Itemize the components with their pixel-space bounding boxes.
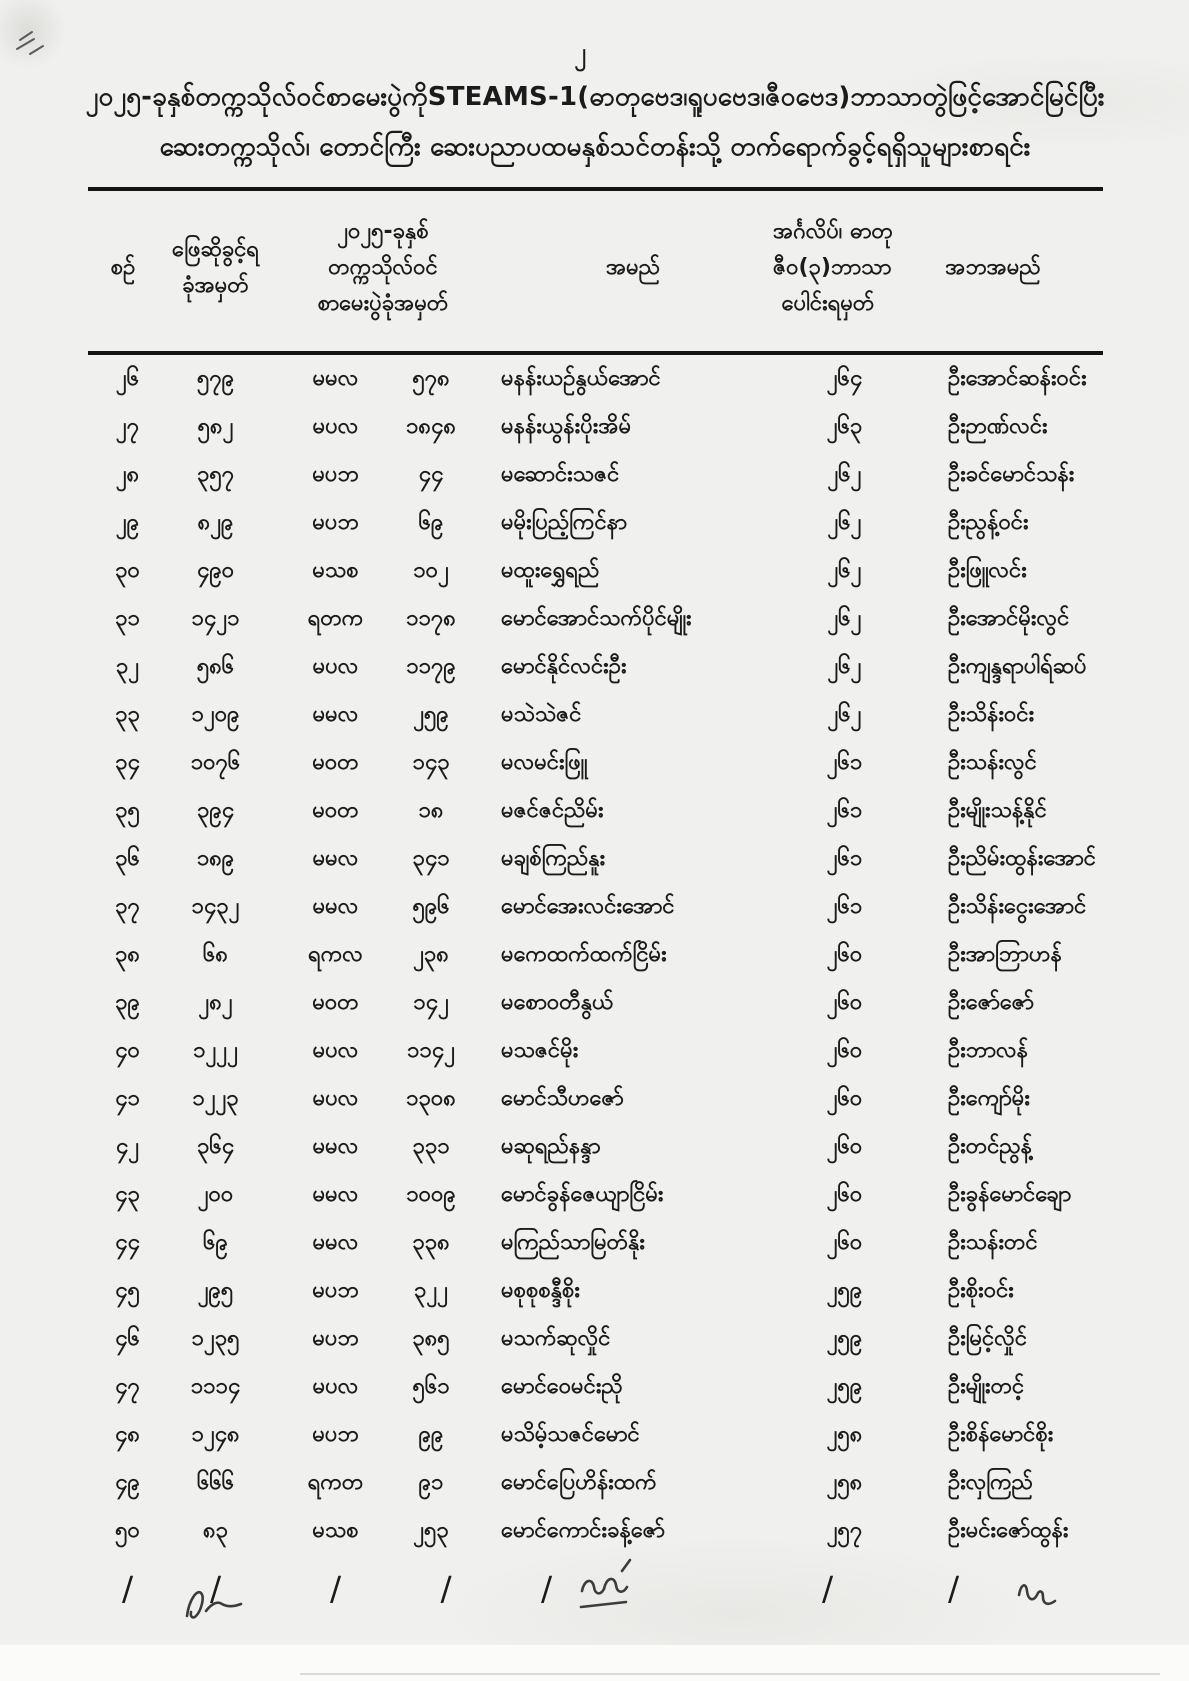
cell-serial: ၃၉ bbox=[115, 989, 140, 1015]
cell-serial: ၄၄ bbox=[115, 1229, 140, 1255]
cell-serial: ၂၉ bbox=[115, 509, 140, 535]
cell-serial: / bbox=[121, 1568, 134, 1608]
cell-marks: ၂၆၀ bbox=[826, 941, 863, 967]
cell-exam_roll: ၁၀၂ bbox=[413, 557, 449, 583]
cell-serial: ၄၇ bbox=[115, 1373, 140, 1399]
cell-code: မမလ bbox=[312, 1133, 359, 1159]
cell-father: ဦးသန်းလွင် bbox=[948, 749, 1037, 775]
table-row bbox=[88, 1315, 1103, 1363]
cell-name: မထူးရွှေရည် bbox=[501, 557, 600, 583]
cell-marks: ၂၆၀ bbox=[826, 1181, 863, 1207]
header-line: ဇီဝ(၃)ဘာသာ bbox=[773, 255, 892, 280]
cell-code: မမလ bbox=[312, 365, 359, 391]
cell-code: မပဘ bbox=[312, 461, 359, 487]
cell-code: မမလ bbox=[312, 1229, 359, 1255]
cell-father: ဦးစိန်မောင်စိုး bbox=[948, 1421, 1054, 1447]
cell-code: မပလ bbox=[312, 413, 359, 439]
cell-serial: ၄၉ bbox=[115, 1469, 140, 1495]
cell-father: ဦးမင်းဇော်ထွန်း bbox=[948, 1517, 1069, 1543]
cell-roll: ၆၈ bbox=[203, 941, 228, 967]
cell-serial: ၃၄ bbox=[115, 749, 140, 775]
header-cell-marks bbox=[773, 189, 893, 353]
cell-serial: ၃၆ bbox=[115, 845, 140, 871]
cell-name: မောင်သီဟဇော် bbox=[501, 1085, 624, 1111]
cell-roll: ၁၂၂၂ bbox=[193, 1037, 238, 1063]
cell-marks: ၂၆၁ bbox=[826, 845, 863, 871]
header-line: တက္ကသိုလ်ဝင် bbox=[328, 255, 438, 280]
cell-father: ဦးခွန်မောင်ချော bbox=[948, 1181, 1072, 1207]
table-row bbox=[88, 1267, 1103, 1315]
cell-exam_roll: ၃၃၁ bbox=[412, 1133, 450, 1159]
table-row bbox=[88, 835, 1103, 883]
cell-exam_roll: ၃၂၂ bbox=[414, 1277, 448, 1303]
cell-serial: ၃၅ bbox=[115, 797, 140, 823]
cell-marks: ၂၆၁ bbox=[826, 797, 863, 823]
table-row bbox=[88, 1459, 1103, 1507]
cell-father: ဦးမြင့်လှိုင် bbox=[948, 1325, 1028, 1351]
cell-roll: ၆၆၆ bbox=[196, 1469, 235, 1495]
cell-name: မောင်အောင်သက်ပိုင်မျိုး bbox=[501, 605, 692, 631]
cell-roll: ၁၈၉ bbox=[196, 845, 235, 871]
cell-code: မမလ bbox=[312, 845, 359, 871]
cell-father: ဦးမျိုးတင့် bbox=[948, 1373, 1025, 1399]
cell-exam_roll: ၂၅၉ bbox=[413, 701, 449, 727]
cell-marks: ၂၅၉ bbox=[826, 1373, 863, 1399]
cell-code: မပဘ bbox=[312, 1325, 359, 1351]
cell-serial: ၄၈ bbox=[115, 1421, 140, 1447]
cell-code: မပလ bbox=[312, 1037, 359, 1063]
cell-marks: ၂၅၇ bbox=[826, 1517, 863, 1543]
cell-exam_roll: ၄၄ bbox=[418, 461, 444, 487]
table-row bbox=[88, 691, 1103, 739]
cell-serial: ၃၁ bbox=[115, 605, 140, 631]
cell-father: ဦးဘာလန် bbox=[948, 1037, 1029, 1063]
cell-code: မဝတ bbox=[312, 989, 359, 1015]
cell-father: ဦးညွန့်ဝင်း bbox=[948, 509, 1029, 535]
header-cell-serial bbox=[88, 189, 158, 353]
cell-marks: ၂၅၉ bbox=[826, 1325, 863, 1351]
cell-exam_roll: ၂၅၃ bbox=[413, 1517, 449, 1543]
cell-name: မဆောင်းသဇင် bbox=[501, 461, 620, 487]
cell-father: ဦးစိုးဝင်း bbox=[948, 1277, 1014, 1303]
cell-exam_roll: ၁၁၇၉ bbox=[406, 653, 456, 679]
cell-roll: ၈၂၉ bbox=[197, 509, 234, 535]
cell-marks: ၂၆၂ bbox=[827, 605, 862, 631]
bottom-scan-strip bbox=[0, 1645, 1189, 1681]
header-line: စာမေးပွဲခုံအမှတ် bbox=[317, 291, 449, 316]
cell-serial: ၅၀ bbox=[115, 1517, 140, 1543]
header-line: စဉ် bbox=[110, 255, 136, 280]
cell-exam_roll: ၁၄၂ bbox=[413, 989, 449, 1015]
cell-marks: ၂၆၂ bbox=[827, 461, 862, 487]
table-row bbox=[88, 1411, 1103, 1459]
table-row bbox=[88, 595, 1103, 643]
cell-name: မနန်းယဉ်နွယ်အောင် bbox=[501, 365, 661, 391]
cell-name: မသက်ဆုလှိုင် bbox=[501, 1325, 611, 1351]
table-row bbox=[88, 1123, 1103, 1171]
cell-name: မောင်ကောင်းခန့်ဇော် bbox=[501, 1517, 665, 1543]
cell-marks: ၂၆၁ bbox=[826, 749, 863, 775]
cell-father: ဦးကျော်မိုး bbox=[948, 1085, 1030, 1111]
cell-father: ဦးကျန္ဒရာပါရ်ဆပ် bbox=[948, 653, 1087, 679]
cell-serial: ၄၅ bbox=[115, 1277, 140, 1303]
cell-code: မပဘ bbox=[312, 1421, 359, 1447]
cell-exam_roll: ၆၉ bbox=[418, 509, 444, 535]
cell-roll: ၅၈၆ bbox=[196, 653, 235, 679]
cell-exam_roll: ၁၁၄၂ bbox=[407, 1037, 455, 1063]
cell-roll: ၅၈၂ bbox=[197, 413, 234, 439]
cell-serial: ၂၆ bbox=[115, 365, 140, 391]
cell-exam_roll: ၅၇၈ bbox=[412, 365, 450, 391]
cell-code: ရကတ bbox=[307, 1469, 364, 1495]
cell-marks: ၂၅၉ bbox=[826, 1277, 863, 1303]
table-row bbox=[88, 1171, 1103, 1219]
cell-code: မပလ bbox=[312, 1085, 359, 1111]
cell-roll: ၈၃ bbox=[203, 1517, 228, 1543]
cell-name: မနန်းယွန်းပိုးအိမ် bbox=[501, 413, 632, 439]
scan-shadow-line bbox=[300, 1673, 1160, 1675]
header-line: ဖြေဆိုခွင့်ရ bbox=[171, 237, 260, 262]
table-row bbox=[88, 1075, 1103, 1123]
table-row bbox=[88, 403, 1103, 451]
cell-code: မဝတ bbox=[312, 797, 359, 823]
table-row bbox=[88, 1027, 1103, 1075]
cell-serial: ၃၂ bbox=[115, 653, 140, 679]
cell-roll: ၂၀၀ bbox=[197, 1181, 234, 1207]
results-table bbox=[88, 187, 1103, 1620]
table-row bbox=[88, 931, 1103, 979]
cell-serial: ၃၇ bbox=[115, 893, 140, 919]
cell-father: / bbox=[948, 1568, 960, 1608]
cell-roll: ၃၆၄ bbox=[196, 1133, 235, 1159]
cell-exam_roll: ၁၃၀၈ bbox=[406, 1085, 456, 1111]
header-cell-matric-roll bbox=[273, 189, 493, 353]
cell-serial: ၃၀ bbox=[115, 557, 140, 583]
cell-exam_roll: ၉၉ bbox=[418, 1421, 444, 1447]
table-row bbox=[88, 1507, 1103, 1555]
cell-serial: ၄၁ bbox=[115, 1085, 140, 1111]
table-row bbox=[88, 451, 1103, 499]
title-line-2: ဆေးတက္ကသိုလ်၊ တောင်ကြီး ဆေးပညာပထမနှစ်သင်တန်းသို့ တက်ရောက်ခွင့်ရရှိသူများစာရင်း bbox=[159, 132, 1031, 162]
cell-roll: ၁၀၇၆ bbox=[190, 749, 241, 775]
cell-roll: ၆၉ bbox=[203, 1229, 228, 1255]
header-line: အမည် bbox=[605, 255, 661, 280]
cell-father: ဦးသိန်းဝင်း bbox=[948, 701, 1035, 727]
cell-name: မချစ်ကြည်နူး bbox=[501, 845, 606, 871]
cell-father: ဦးဇော်ဇော် bbox=[948, 989, 1034, 1015]
table-row bbox=[88, 547, 1103, 595]
cell-marks: ၂၆၃ bbox=[826, 413, 863, 439]
title-line-1: ၂၀၂၅-ခုနှစ်တက္ကသိုလ်ဝင်စာမေးပွဲကိုSTEAMS-1(ဓာတုဗေဒ၊ရူပဗေဒ၊ဇီဝဗေဒ)ဘာသာတွဲဖြင့်အောင်မြင်ပြီး bbox=[85, 82, 1105, 112]
table-row bbox=[88, 883, 1103, 931]
signature-initial-center bbox=[572, 1555, 652, 1625]
cell-serial: ၂၇ bbox=[115, 413, 140, 439]
cell-father: ဦးတင်ညွန့် bbox=[948, 1133, 1033, 1159]
cell-exam_roll: / bbox=[440, 1568, 452, 1608]
cell-roll: ၄၉၀ bbox=[196, 557, 235, 583]
cell-roll: ၁၂၂၃ bbox=[192, 1085, 239, 1111]
cell-father: ဦးဖြူလင်း bbox=[948, 557, 1027, 583]
cell-serial: ၄၃ bbox=[115, 1181, 140, 1207]
cell-marks: ၂၆၂ bbox=[827, 701, 862, 727]
cell-serial: ၂၈ bbox=[115, 461, 140, 487]
cell-roll: ၂၉၅ bbox=[197, 1277, 234, 1303]
cell-roll: ၁၄၃၂ bbox=[191, 893, 240, 919]
table-row bbox=[88, 643, 1103, 691]
cell-exam_roll: ၁၁၇၈ bbox=[406, 605, 456, 631]
cell-name: မဇင်ဇင်ညိမ်း bbox=[501, 797, 604, 823]
cell-marks: ၂၆၂ bbox=[827, 653, 862, 679]
cell-name: မောင်အေးလင်းအောင် bbox=[501, 893, 675, 919]
cell-exam_roll: ၁၄၃ bbox=[412, 749, 450, 775]
cell-exam_roll: ၁၈၄၈ bbox=[406, 413, 456, 439]
cell-marks: ၂၆၄ bbox=[826, 365, 863, 391]
cell-code: မသစ bbox=[312, 1517, 359, 1543]
cell-name: မသိမ့်သဇင်မောင် bbox=[501, 1421, 640, 1447]
cell-exam_roll: ၃၃၈ bbox=[412, 1229, 450, 1255]
cell-code: မသစ bbox=[312, 557, 359, 583]
table-row bbox=[88, 1219, 1103, 1267]
cell-roll: ၁၁၁၄ bbox=[190, 1373, 241, 1399]
cell-code: မမလ bbox=[312, 1181, 359, 1207]
cell-name: မောင်ဝေမင်းညို bbox=[501, 1373, 623, 1399]
cell-name: မမိုးပြည့်ကြင်နာ bbox=[501, 509, 628, 535]
cell-roll: ၁၂၀၉ bbox=[191, 701, 240, 727]
cell-marks: ၂၅၈ bbox=[826, 1469, 863, 1495]
cell-father: ဦးသန်းတင် bbox=[948, 1229, 1038, 1255]
cell-serial: ၄၆ bbox=[115, 1325, 140, 1351]
cell-father: ဦးအောင်ဆန်းဝင်း bbox=[948, 365, 1087, 391]
cell-father: ဦးလှကြည် bbox=[948, 1469, 1033, 1495]
cell-marks: ၂၆၂ bbox=[827, 557, 862, 583]
header-cell-name bbox=[493, 189, 773, 353]
cell-name: မလမင်းဖြူ bbox=[501, 749, 588, 775]
cell-exam_roll: ၁၀၀၉ bbox=[406, 1181, 456, 1207]
cell-exam_roll: ၅၆၁ bbox=[412, 1373, 450, 1399]
cell-name: မသဇင်မိုး bbox=[501, 1037, 579, 1063]
cell-father: ဦးသိန်းငွေးအောင် bbox=[948, 893, 1087, 919]
signature-initial-right bbox=[1010, 1575, 1075, 1625]
table-body bbox=[88, 353, 1103, 1620]
cell-serial: ၃၈ bbox=[115, 941, 140, 967]
cell-code: / bbox=[329, 1568, 342, 1608]
cell-code: မပလ bbox=[312, 653, 359, 679]
cell-exam_roll: ၃၈၅ bbox=[412, 1325, 450, 1351]
cell-father: ဦးဉာဏ်လင်း bbox=[948, 413, 1048, 439]
header-row bbox=[88, 189, 1103, 353]
header-line: အင်္ဂလိပ်၊ ဓာတု bbox=[773, 219, 893, 244]
cell-roll: ၁၄၂၁ bbox=[191, 605, 240, 631]
table-row bbox=[88, 979, 1103, 1027]
cell-marks: ၂၆၀ bbox=[826, 1037, 863, 1063]
cell-marks: ၂၆၁ bbox=[826, 893, 863, 919]
table-row bbox=[88, 353, 1103, 403]
table-row bbox=[88, 1363, 1103, 1411]
cell-name: မဆုရည်နန္ဒာ bbox=[501, 1133, 601, 1159]
cell-roll: ၅၇၉ bbox=[196, 365, 235, 391]
cell-exam_roll: ၅၉၆ bbox=[412, 893, 450, 919]
cell-code: ရကလ bbox=[308, 941, 363, 967]
cell-code: ရတက bbox=[307, 605, 364, 631]
cell-marks: / bbox=[821, 1568, 834, 1608]
header-line: ၂၀၂၅-ခုနှစ် bbox=[337, 219, 429, 244]
cell-roll: ၁၂၃၅ bbox=[191, 1325, 240, 1351]
cell-code: မပဘ bbox=[312, 1277, 359, 1303]
header-line: အဘအမည် bbox=[945, 255, 1041, 280]
cell-father: ဦးအာဘြာဟန် bbox=[948, 941, 1062, 967]
document-title bbox=[40, 84, 1150, 184]
cell-roll: ၂၈၂ bbox=[198, 989, 233, 1015]
cell-exam_roll: ၉၁ bbox=[418, 1469, 444, 1495]
cell-serial: ၄၀ bbox=[115, 1037, 140, 1063]
signature-initial-left bbox=[180, 1578, 265, 1633]
page-number: ၂ bbox=[574, 38, 586, 66]
cell-name: မောင်ခွန်ဇေယျာငြိမ်း bbox=[501, 1181, 664, 1207]
cell-marks: ၂၅၈ bbox=[826, 1421, 863, 1447]
header-line: ခုံအမှတ် bbox=[182, 273, 249, 298]
cell-marks: ၂၆၀ bbox=[826, 1229, 863, 1255]
cell-name: မသဲသဲဇင် bbox=[501, 701, 582, 727]
cell-exam_roll: ၁၈ bbox=[418, 797, 444, 823]
cell-code: မပလ bbox=[312, 1373, 359, 1399]
cell-father: ဦးညိမ်းထွန်းအောင် bbox=[948, 845, 1096, 871]
header-cell-answer-roll bbox=[158, 189, 273, 353]
cell-name: မစောဝတီနွယ် bbox=[501, 989, 614, 1015]
cell-name: / bbox=[541, 1568, 553, 1608]
cell-marks: ၂၆၀ bbox=[826, 989, 863, 1015]
header-line: ပေါင်းရမှတ် bbox=[781, 291, 875, 316]
cell-marks: ၂၆၀ bbox=[826, 1085, 863, 1111]
cell-name: မကြည်သာမြတ်နိုး bbox=[501, 1229, 646, 1255]
cell-father: ဦးခင်မောင်သန်း bbox=[948, 461, 1075, 487]
cell-marks: ၂၆၀ bbox=[826, 1133, 863, 1159]
cell-father: ဦးမျိုးသန့်နိုင် bbox=[948, 797, 1047, 823]
table-row bbox=[88, 739, 1103, 787]
cell-serial: ၄၂ bbox=[115, 1133, 140, 1159]
cell-roll: / bbox=[209, 1568, 222, 1608]
cell-roll: ၃၉၄ bbox=[196, 797, 235, 823]
cell-exam_roll: ၃၄၁ bbox=[412, 845, 450, 871]
cell-name: မကေထက်ထက်ငြိမ်း bbox=[501, 941, 667, 967]
cell-name: မောင်နိုင်လင်းဦး bbox=[501, 653, 627, 679]
table-row bbox=[88, 787, 1103, 835]
cell-code: မဝတ bbox=[312, 749, 359, 775]
cell-code: မမလ bbox=[312, 701, 359, 727]
cell-roll: ၃၅၇ bbox=[196, 461, 235, 487]
cell-father: ဦးအောင်မိုးလွင် bbox=[948, 605, 1070, 631]
cell-code: မပဘ bbox=[312, 509, 359, 535]
cell-name: မစုစုစန္ဒီစိုး bbox=[501, 1277, 581, 1303]
cell-marks: ၂၆၂ bbox=[827, 509, 862, 535]
cell-name: မောင်ပြေဟိန်းထက် bbox=[501, 1469, 657, 1495]
table-row bbox=[88, 499, 1103, 547]
header-cell-father-name bbox=[883, 189, 1103, 353]
cell-exam_roll: ၂၃၈ bbox=[413, 941, 449, 967]
cell-roll: ၁၂၄၈ bbox=[191, 1421, 240, 1447]
cell-serial: ၃၃ bbox=[115, 701, 140, 727]
cell-code: မမလ bbox=[312, 893, 359, 919]
